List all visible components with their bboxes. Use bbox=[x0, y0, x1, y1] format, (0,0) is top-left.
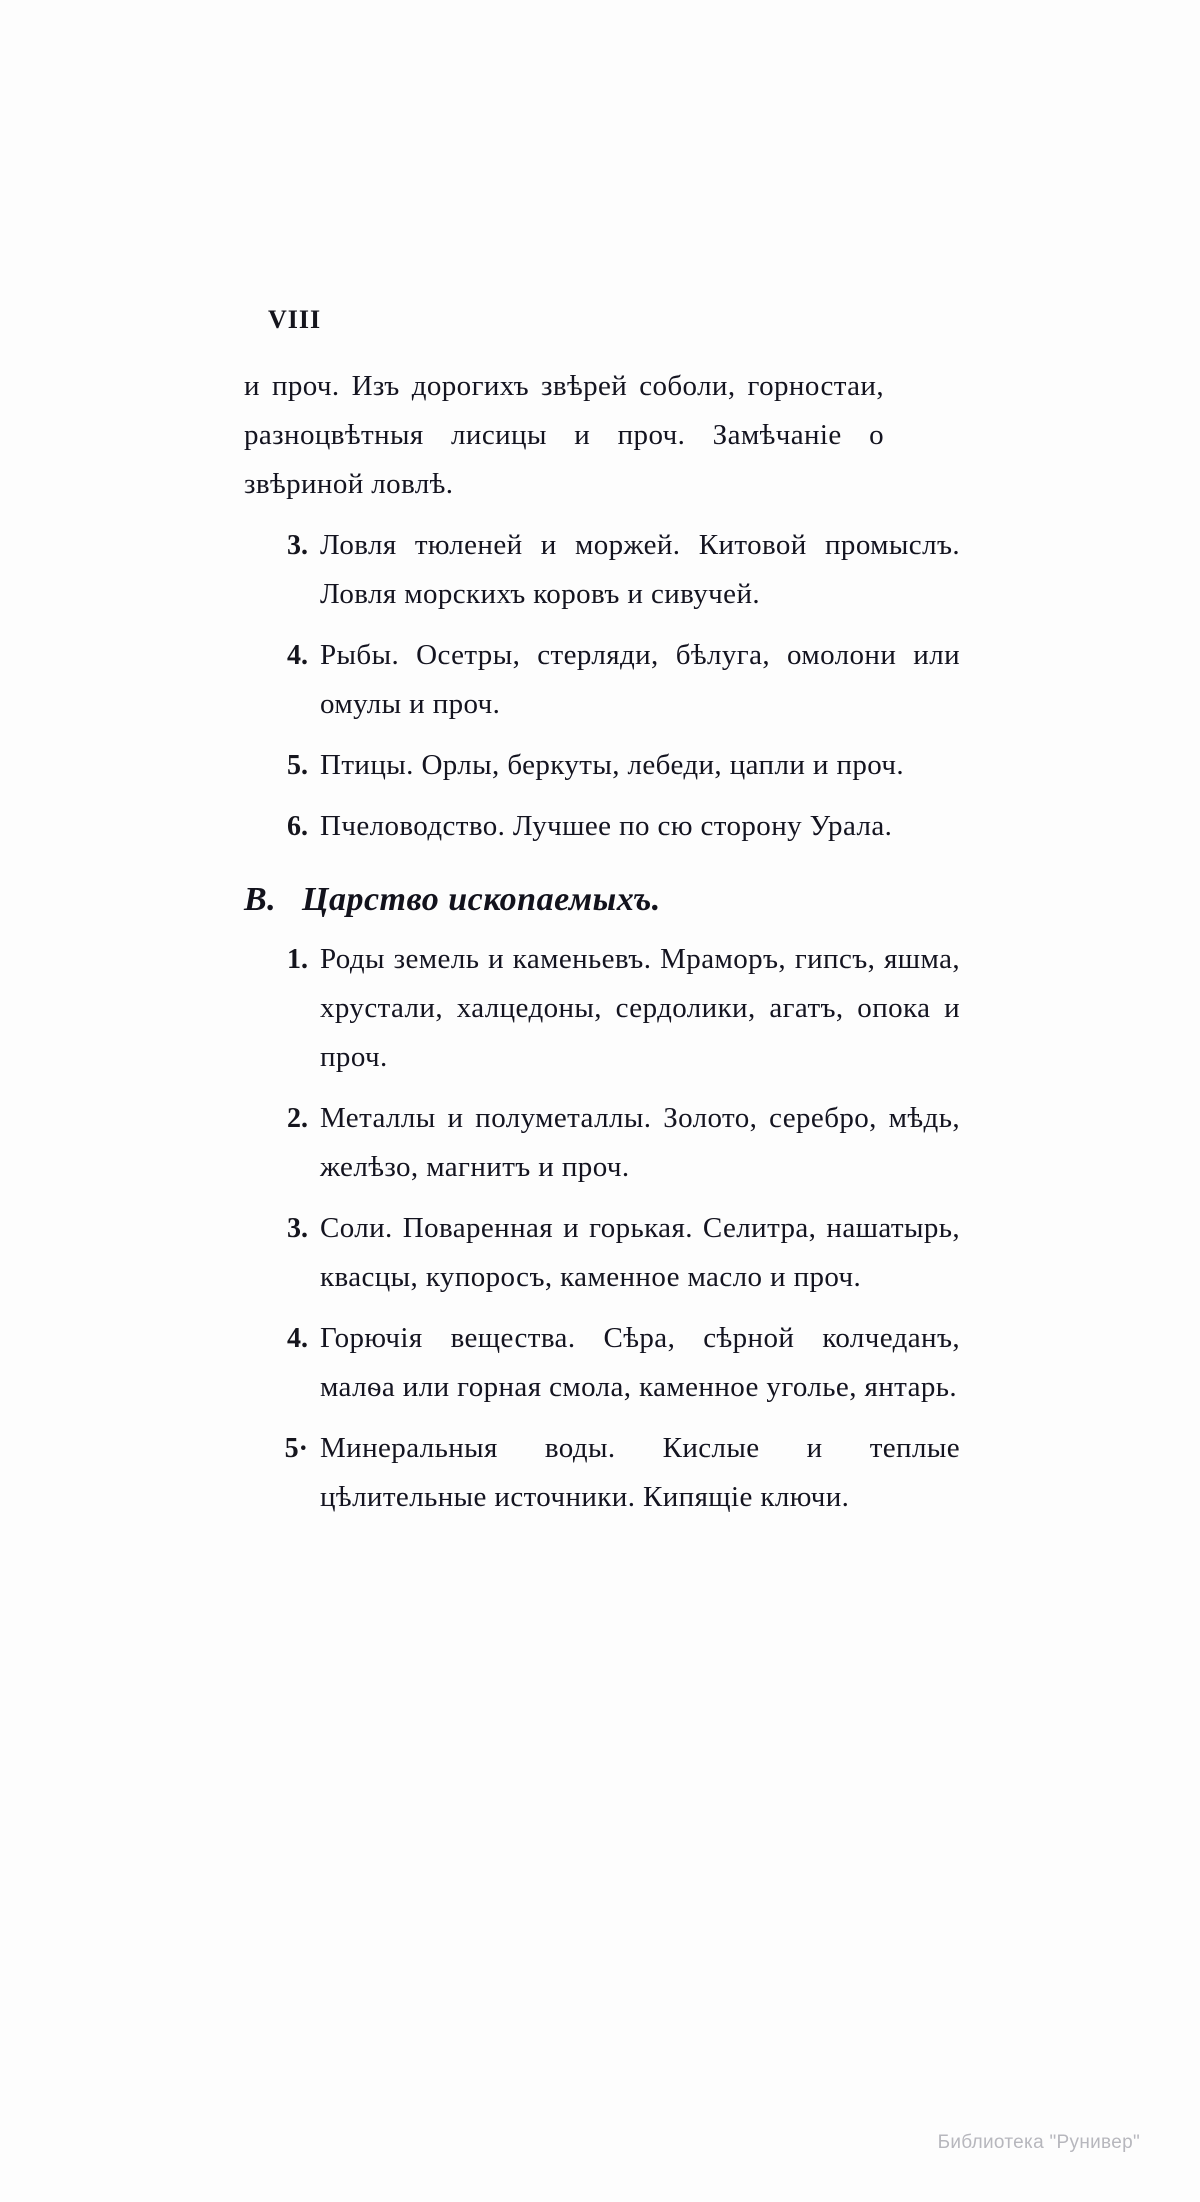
list-item-number: 3. bbox=[287, 530, 308, 561]
list-item bbox=[244, 521, 1054, 619]
list-item-text: Ловля тюленей и моржей. Китовой промыслъ. Ловля морскихъ коровъ и сивучей. bbox=[320, 529, 960, 610]
list-item bbox=[244, 802, 1054, 851]
section-letter: B. bbox=[244, 881, 277, 918]
list-item-text: Птицы. Орлы, беркуты, лебеди, цапли и проч. bbox=[320, 749, 905, 781]
list-item bbox=[244, 631, 1054, 729]
page-number: VIII bbox=[268, 305, 322, 334]
list-item bbox=[244, 741, 1054, 790]
list-item bbox=[244, 1314, 1054, 1412]
section-title: Царство ископаемыхъ. bbox=[302, 881, 661, 918]
list-item-text: Горючія вещества. Сѣра, сѣрной колчеданъ, малѳа или горная смола, каменное уголье, янтарь. bbox=[320, 1322, 960, 1403]
list-item-text: Рыбы. Осетры, стерляди, бѣлуга, омолони или омулы и проч. bbox=[320, 639, 960, 720]
list-item-number: 4. bbox=[287, 1323, 308, 1354]
list-item-number: 4. bbox=[287, 640, 308, 671]
list-item-text: Соли. Поваренная и горькая. Селитра, нашатырь, квасцы, купоросъ, каменное масло и проч. bbox=[320, 1212, 960, 1293]
library-watermark: Библиотека "Рунивер" bbox=[937, 2132, 1140, 2153]
list-item-number: 5. bbox=[287, 750, 308, 781]
continued-paragraph bbox=[244, 362, 1054, 509]
page-content bbox=[244, 362, 1054, 1524]
list-item-number: 1. bbox=[287, 944, 308, 975]
list-item-text: Роды земель и каменьевъ. Мраморъ, гипсъ, яшма, хрустали, халцедоны, сердолики, агатъ, опока и проч. bbox=[320, 943, 960, 1073]
list-item-text: Минеральныя воды. Кислые и теплые цѣлительные источники. Кипящіе ключи. bbox=[320, 1432, 960, 1513]
list-item bbox=[244, 1204, 1054, 1302]
list-item bbox=[244, 935, 1054, 1082]
list-item-number: 3. bbox=[287, 1213, 308, 1244]
list-item-text: Металлы и полуметаллы. Золото, серебро, мѣдь, желѣзо, магнитъ и проч. bbox=[320, 1102, 960, 1183]
list-item bbox=[244, 1424, 1054, 1522]
list-item-number: 6. bbox=[287, 811, 308, 842]
list-item-number: 5· bbox=[284, 1433, 308, 1464]
section-heading bbox=[244, 877, 1054, 923]
list-item-number: 2. bbox=[287, 1103, 308, 1134]
continued-paragraph-text: и проч. Изъ дорогихъ звѣрей соболи, горностаи, разноцвѣтныя лисицы и проч. Замѣчаніе о звѣриной ловлѣ. bbox=[244, 370, 884, 500]
list-item-text: Пчеловодство. Лучшее по сю сторону Урала. bbox=[320, 810, 893, 842]
list-item bbox=[244, 1094, 1054, 1192]
